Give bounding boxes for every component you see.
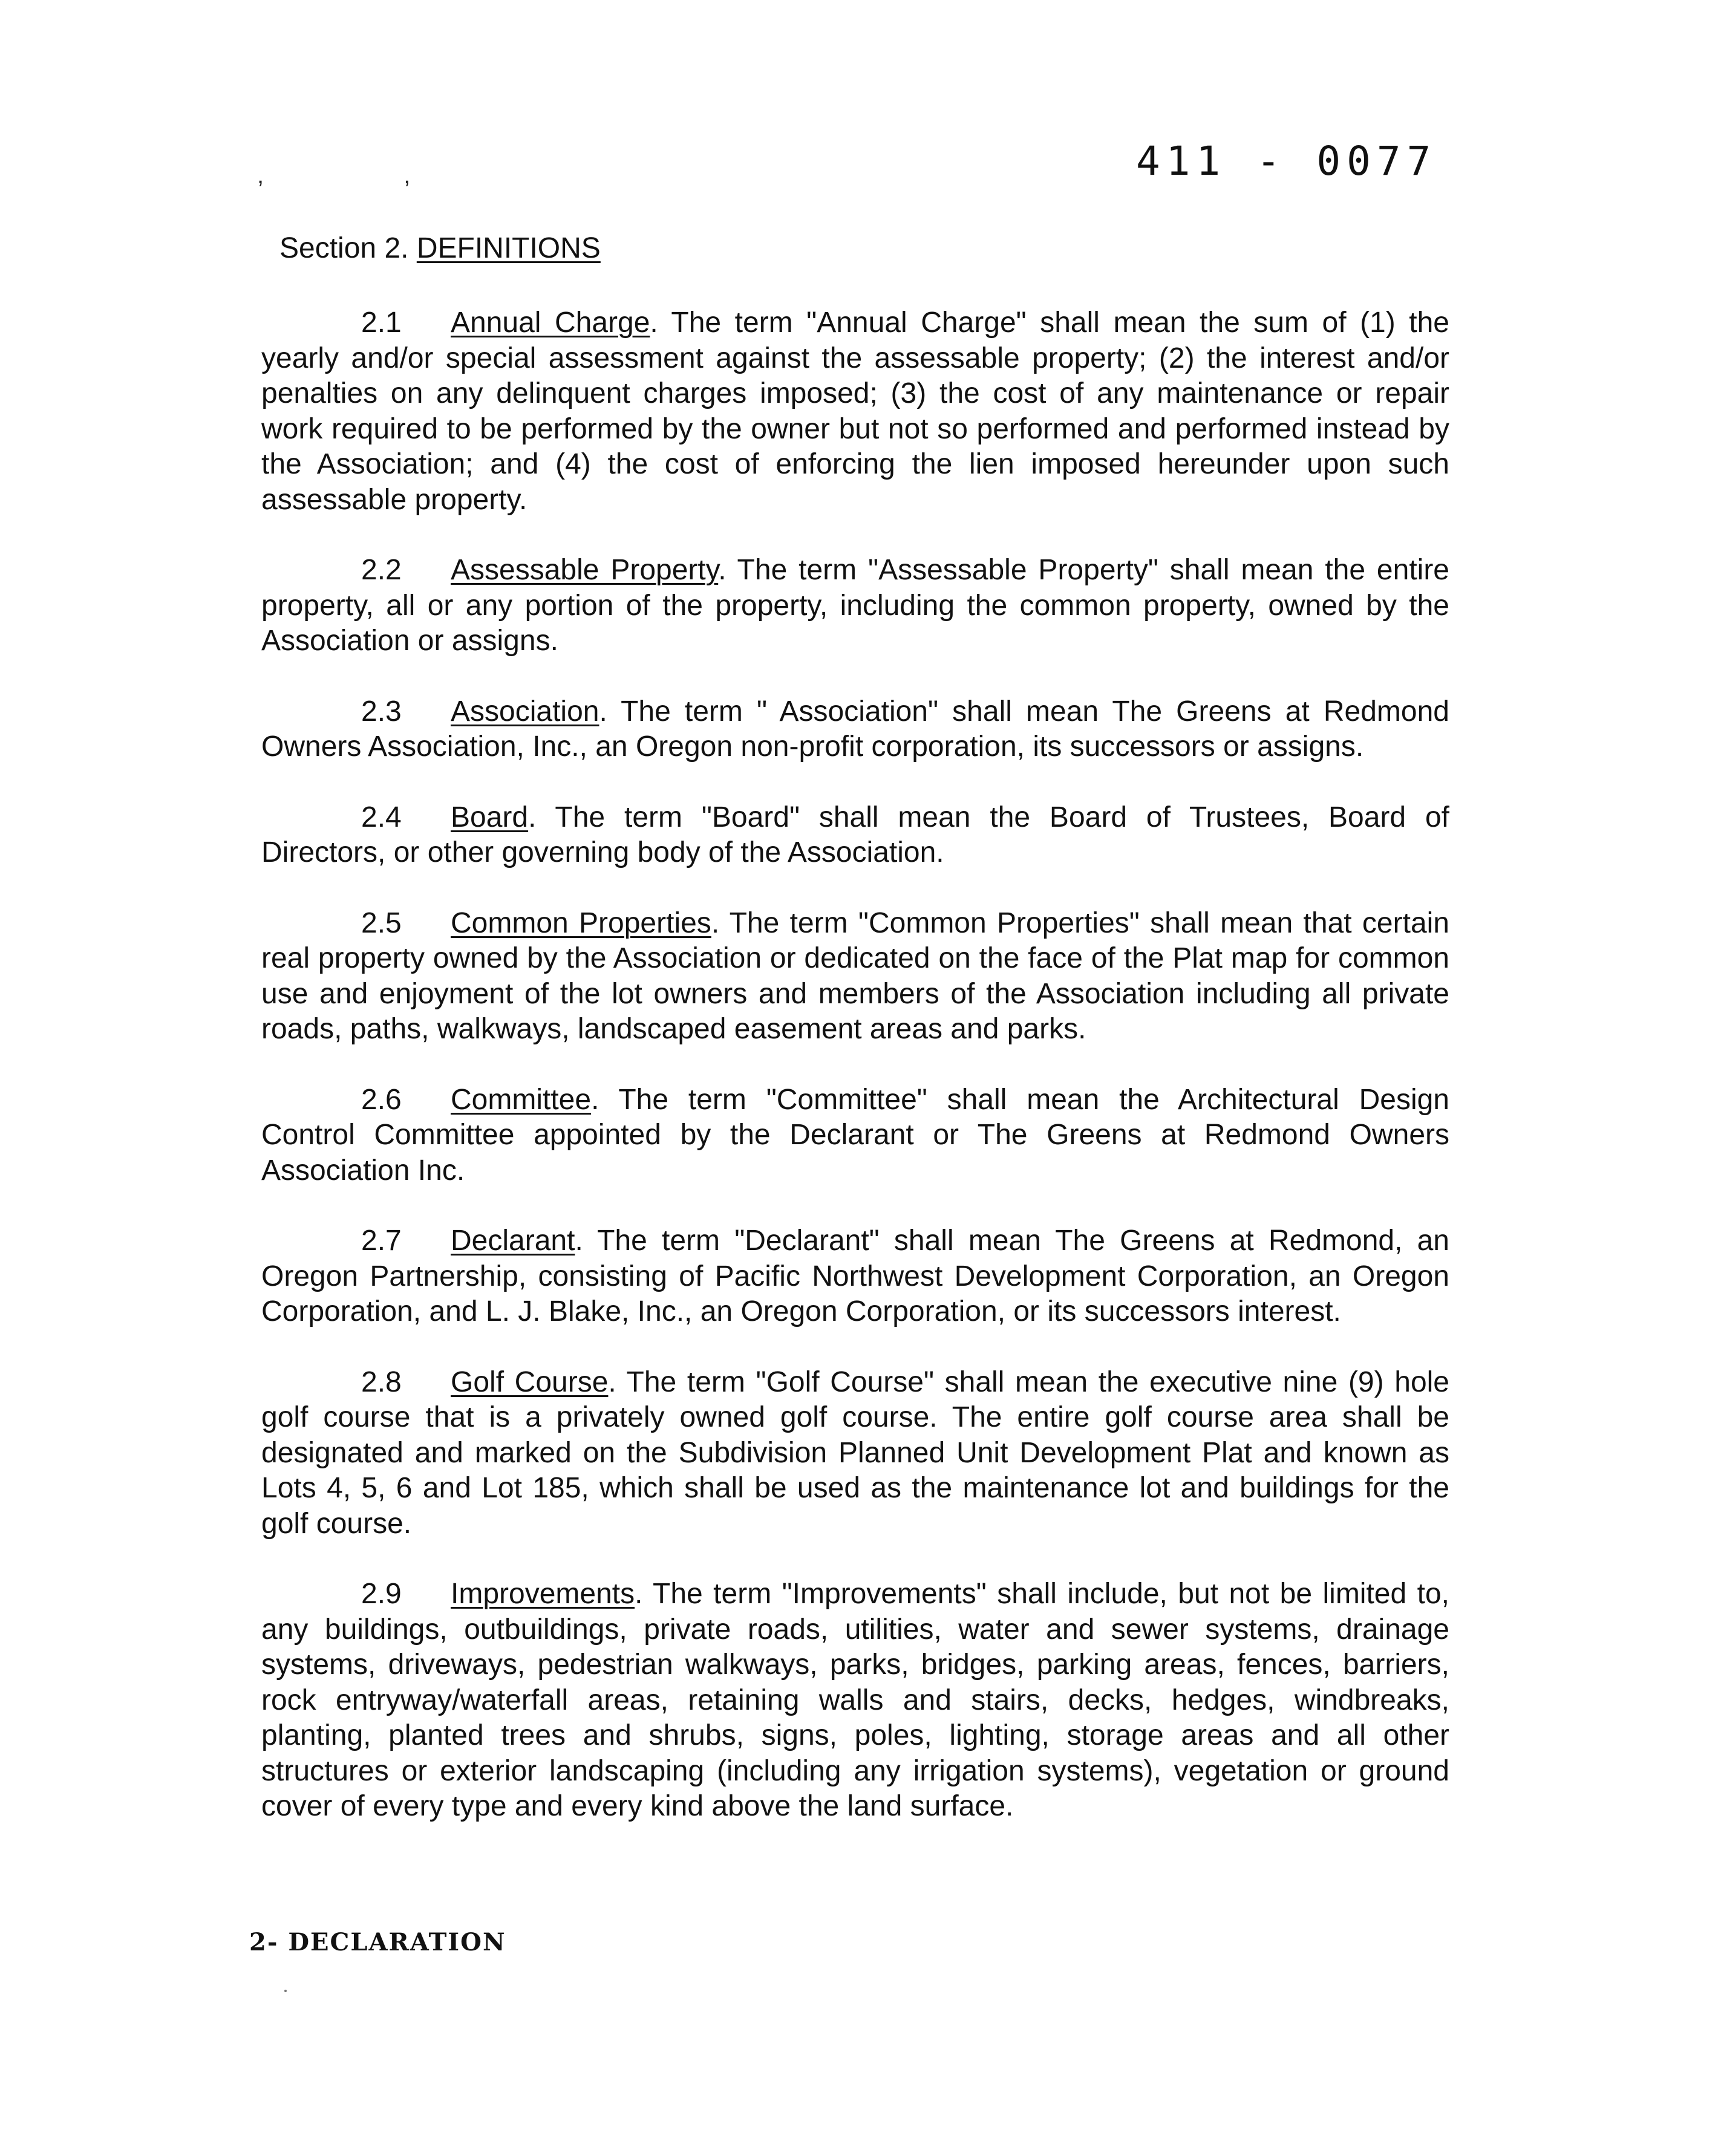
definition-term: Annual Charge xyxy=(451,307,650,339)
definition-term: Committee xyxy=(451,1083,592,1116)
definition-text: . The term "Improvements" shall include, but not be limited to, any buildings, outbuildings, private roads, utilities, water and sewer systems, drainage systems, driveways, pedestrian walkways, parks, bridges, parking areas, fences, barriers, rock entryway/waterfall areas, retaining walls and stairs, decks, hedges, windbreaks, planting, planted trees and shrubs, signs, poles, lighting, storage areas and all other structures or exterior landscaping (including any irrigation systems), vegetation or ground cover of every type and every kind above the land surface. xyxy=(261,1578,1449,1822)
definition-number: 2.6 xyxy=(361,1083,402,1116)
definitions-list xyxy=(261,305,1449,1860)
definition-text: . The term "Declarant" shall mean The Greens at Redmond, an Oregon Partnership, consisting of Pacific Northwest Development Corporation, an Oregon Corporation, and L. J. Blake, Inc., an Oregon Corporation, or its successors interest. xyxy=(261,1225,1449,1327)
definition-term: Assessable Property xyxy=(451,554,719,586)
definition-2-6 xyxy=(261,1083,1449,1189)
definition-number: 2.3 xyxy=(361,695,402,728)
definition-2-8 xyxy=(261,1365,1449,1542)
definition-text: . The term " Association" shall mean The Greens at Redmond Owners Association, Inc., an Oregon non-profit corporation, its successors or assigns. xyxy=(261,695,1449,763)
definition-2-5 xyxy=(261,906,1449,1047)
definition-number: 2.7 xyxy=(361,1225,402,1257)
footer-label: 2- DECLARATION xyxy=(249,1928,506,1956)
definition-2-4 xyxy=(261,800,1449,871)
definition-2-1 xyxy=(261,305,1449,518)
section-prefix: Section 2. xyxy=(279,232,409,264)
definition-term: Association xyxy=(451,695,599,728)
definition-term: Improvements xyxy=(451,1578,635,1610)
margin-marks: , , xyxy=(257,162,477,189)
definition-2-7 xyxy=(261,1223,1449,1330)
definition-2-2 xyxy=(261,553,1449,659)
definition-text: . The term "Board" shall mean the Board of Trustees, Board of Directors, or other governing body of the Association. xyxy=(261,801,1449,868)
definition-term: Declarant xyxy=(451,1225,575,1257)
definition-text: . The term "Assessable Property" shall mean the entire property, all or any portion of the property, including the common property, owned by the Association or assigns. xyxy=(261,554,1450,657)
definition-2-9 xyxy=(261,1577,1449,1825)
definition-text: . The term "Committee" shall mean the Architectural Design Control Committee appointed by the Declarant or The Greens at Redmond Owners Association Inc. xyxy=(261,1083,1449,1187)
definition-number: 2.9 xyxy=(361,1578,402,1610)
scan-speck xyxy=(284,1990,287,1992)
recording-number: 411 - 0077 xyxy=(1136,138,1437,184)
definition-text: . The term "Common Properties" shall mean that certain real property owned by the Association or dedicated on the face of the Plat map for common use and enjoyment of the lot owners and members of the Association including all private roads, paths, walkways, landscaped easement areas and parks. xyxy=(261,907,1449,1045)
definition-number: 2.5 xyxy=(361,907,402,939)
definition-2-3 xyxy=(261,694,1449,765)
definition-text: . The term "Golf Course" shall mean the executive nine (9) hole golf course that is a privately owned golf course. The entire golf course area shall be designated and marked on the Subdivision Planned Unit Development Plat and known as Lots 4, 5, 6 and Lot 185, which shall be used as the maintenance lot and buildings for the golf course. xyxy=(261,1366,1449,1540)
definition-number: 2.2 xyxy=(361,554,402,586)
definition-text: . The term "Annual Charge" shall mean the sum of (1) the yearly and/or special assessment against the assessable property; (2) the interest and/or penalties on any delinquent charges imposed; (3) the cost of any maintenance or repair work required to be performed by the owner but not so performed and performed instead by the Association; and (4) the cost of enforcing the lien imposed hereunder upon such assessable property. xyxy=(261,307,1449,516)
definition-term: Golf Course xyxy=(451,1366,609,1398)
section-title: DEFINITIONS xyxy=(416,232,601,264)
section-heading xyxy=(279,231,601,266)
definition-number: 2.1 xyxy=(361,307,402,339)
definition-number: 2.8 xyxy=(361,1366,402,1398)
definition-term: Common Properties xyxy=(451,907,711,939)
definition-term: Board xyxy=(451,801,529,833)
definition-number: 2.4 xyxy=(361,801,402,833)
